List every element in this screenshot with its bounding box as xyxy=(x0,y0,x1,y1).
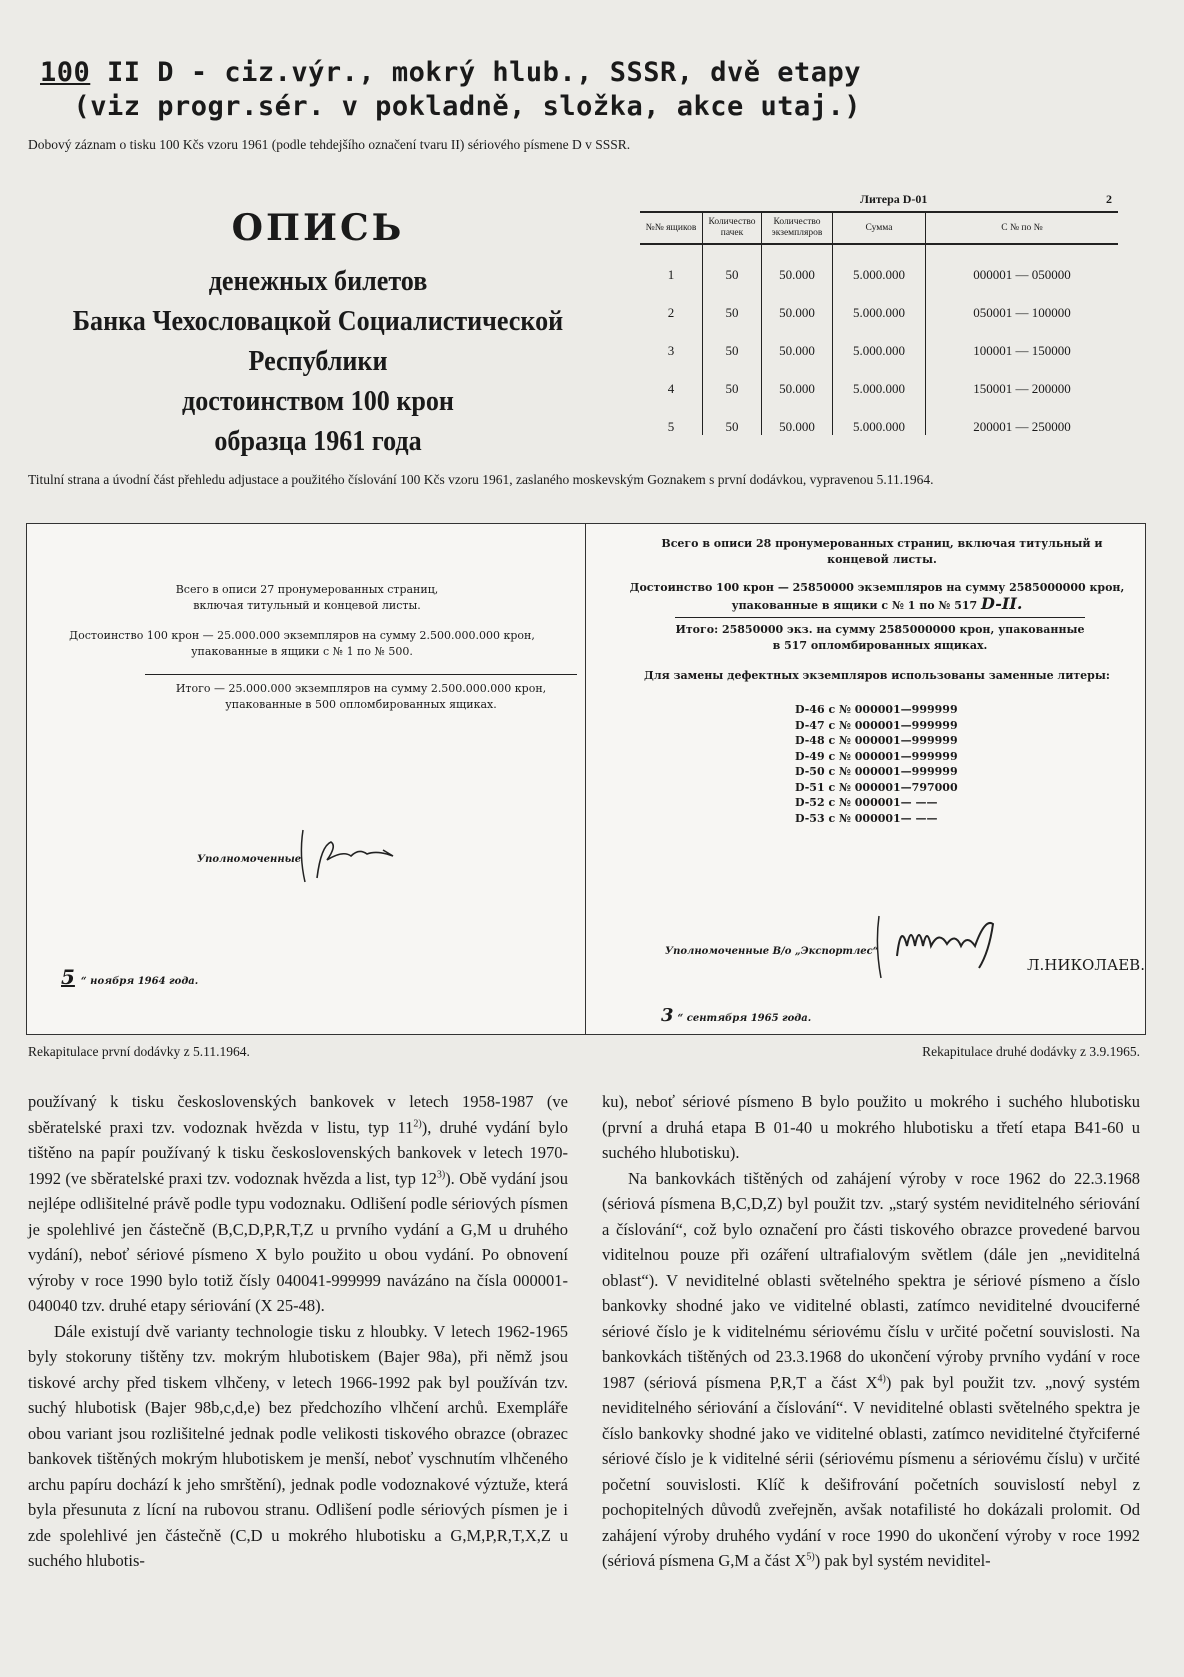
text-run: používaný k tisku československých bankovek v letech 1958-1987 (ve sběratelské praxi tzv. vodoznak hvězda v listu, typ 11 xyxy=(28,1092,568,1137)
table-cell: 5.000.000 xyxy=(833,283,926,321)
caption-opis: Titulní strana a úvodní část přehledu adjustace a použitého číslování 100 Kčs vzoru 1961, zaslaného moskevským Goznakem s první dodávkou, vypravenou 5.11.1964. xyxy=(28,472,934,487)
left-box-signer-label: Уполномоченные xyxy=(197,854,302,865)
table-cell: 50 xyxy=(703,321,762,359)
table-cell: 4 xyxy=(667,381,675,396)
table-cell: 200001 — 250000 xyxy=(926,397,1119,435)
replacement-item: D-53 с № 000001— —— xyxy=(795,811,938,825)
table-cell: 50 xyxy=(703,397,762,435)
text-run: ) pak byl systém neviditel- xyxy=(814,1551,991,1570)
left-date-rest: “ ноября 1964 года. xyxy=(80,976,199,987)
right-box-date xyxy=(657,1005,812,1027)
right-denomination-line: Достоинство 100 крон — 25850000 экземпляров на сумму 2585000000 крон, xyxy=(629,581,1125,594)
litera-table-block xyxy=(640,192,1120,435)
caption-typewriter-record: Dobový záznam o tisku 100 Kčs vzoru 1961 (podle tehdejšího označení tvaru II) sériového písmene D v SSSR. xyxy=(28,137,631,152)
left-signature xyxy=(297,826,407,886)
table-row xyxy=(640,283,1118,321)
text-run: Na bankovkách tištěných od zahájení výroby v roce 1962 do 22.3.1968 (sériová písmena B,C,D,Z) byl použit tzv. „starý systém neviditelného sériování a číslování“, což bylo označení pro části tiskového obrazce provedené barvou viditelnou pouze při ozáření ultrafialovým světlem (dále jen „neviditelná oblast“). V neviditelné oblasti světelného spektra je sériové písmeno a číslo bankovky shodné jako ve viditelné oblasti, zatímco neviditelné dvouciferné sériové číslo je k viditelnému sériovému číslu v určité početní souvislosti. Na bankovkách tištěných od 23.3.1968 do ukončení výroby prvního vydání v roce 1987 (sériová písmena P,R,T a část X xyxy=(602,1168,1140,1392)
right-box-replacements-title: Для замены дефектных экземпляров использованы заменные литеры: xyxy=(644,669,1110,682)
caption-first-delivery: Rekapitulace první dodávky z 5.11.1964. xyxy=(28,1044,250,1059)
litera-table xyxy=(640,211,1118,435)
right-signer-name: Л.НИКОЛАЕВ. xyxy=(1027,956,1145,974)
right-signature xyxy=(875,912,1025,982)
opis-line: образца 1961 года xyxy=(214,425,422,457)
paragraph xyxy=(602,1166,1140,1574)
text-run: ) pak byl použit tzv. „nový systém neviditelného sériování a číslování“. V neviditelné oblasti světelného spektra je číslo bankovky shodné jako ve viditelné oblasti, zatímco neviditelné čtyřciferné sériové číslo je k viditelné sérii (sériovému písmenu a sériovému číslu) v určité početní souvislosti. Klíč k dešifrování početních souvislostí nebyl z pochopitelných důvodů zveřejněn, avšak notafilisté ho dokázali prolomit. Od zahájení výroby druhého vydání v roce 1990 do ukončení výroby v roce 1992 (sériová písmena G,M a část X xyxy=(602,1372,1141,1570)
replacement-item: D-47 с № 000001—999999 xyxy=(795,718,958,732)
table-row xyxy=(640,359,1118,397)
table-cell: 5 xyxy=(667,419,675,434)
typewriter-line-1: II D - ciz.výr., mokrý hlub., SSSR, dvě etapy xyxy=(90,57,862,88)
page-number: 2 xyxy=(1106,192,1112,206)
left-box-date xyxy=(55,965,199,990)
replacement-item: D-48 с № 000001—999999 xyxy=(795,734,958,747)
table-cell: 5.000.000 xyxy=(833,244,926,283)
left-box-pages: Всего в описи 27 пронумерованных страниц, включая титульный и концевой листы. xyxy=(175,583,439,612)
paragraph: ku), neboť sériové písmeno B bylo použito u mokrého i suchého hlubotisku (první a druhá etapa B 01-40 u mokrého hlubotisku a třetí etapa B41-60 u suchého hlubotisku). xyxy=(602,1092,1140,1162)
text-run: ). Obě vydání jsou nejlépe odlišitelné právě podle typu vodoznaku. Odlišení podle sériových písmen je spolehlivé jen částečně (B,C,D,P,R,T,Z u prvního vydání a G,M u druhého vydání), neboť sériové písmeno X bylo použito u obou vydání. Po obnovení výroby v roce 1990 bylo totiž čísly 040041-999999 navázáno na čísla 000001-040040 tzv. druhé etapy sériování (X 25-48). xyxy=(28,1168,568,1315)
table-cell: 1 xyxy=(667,267,675,282)
footnote-ref: 4) xyxy=(877,1373,886,1384)
table-cell: 5.000.000 xyxy=(833,321,926,359)
footnote-ref: 3) xyxy=(436,1169,446,1180)
typewriter-record xyxy=(40,56,861,124)
table-row xyxy=(640,321,1118,359)
right-box-rule xyxy=(675,617,1085,618)
table-cell: 050001 — 100000 xyxy=(926,283,1119,321)
recap-boxes xyxy=(26,523,1146,1035)
opis-title-block xyxy=(28,205,608,461)
right-denomination-line-2: упакованные в ящики с № 1 по № 517 xyxy=(731,599,978,612)
table-cell: 100001 — 150000 xyxy=(926,321,1119,359)
table-cell: 50.000 xyxy=(762,359,833,397)
table-cell: 000001 — 050000 xyxy=(926,244,1119,283)
paragraph xyxy=(28,1089,568,1319)
replacement-item: D-46 с № 000001—999999 xyxy=(795,703,958,716)
table-cell: 5.000.000 xyxy=(833,397,926,435)
column-header: С № по № xyxy=(926,212,1119,244)
right-date-rest: “ сентября 1965 года. xyxy=(677,1013,812,1024)
left-date-day: 5 xyxy=(61,965,75,989)
column-header: Сумма xyxy=(833,212,926,244)
column-header: №№ ящиков xyxy=(640,212,703,244)
litera-label: Литера D-01 xyxy=(860,192,928,206)
text-run: ), druhé vydání bylo tištěno na papír používaný k tisku československých bankovek v letech 1970-1992 (ve sběratelské praxi tzv. vodoznak hvězda a list, typ 12 xyxy=(28,1117,568,1188)
table-row xyxy=(640,244,1118,283)
table-cell: 50.000 xyxy=(762,283,833,321)
left-box-rule xyxy=(145,674,577,675)
opis-line: денежных билетов xyxy=(208,265,428,297)
table-row xyxy=(640,397,1118,435)
right-box-pages: Всего в описи 28 пронумерованных страниц, включая титульный и концевой листы. xyxy=(661,537,1103,566)
caption-second-delivery: Rekapitulace druhé dodávky z 3.9.1965. xyxy=(922,1044,1140,1059)
box-divider xyxy=(585,524,586,1034)
table-cell: 50 xyxy=(703,283,762,321)
replacement-item: D-50 с № 000001—999999 xyxy=(795,765,958,778)
table-cell: 3 xyxy=(667,343,675,358)
opis-line: Банка Чехословацкой Социалистической xyxy=(72,305,564,337)
body-column-right xyxy=(602,1089,1140,1574)
right-box-denomination xyxy=(617,580,1137,614)
opis-line: достоинством 100 крон xyxy=(182,385,454,417)
column-header: Количество пачек xyxy=(703,212,762,244)
replacement-item: D-49 с № 000001—999999 xyxy=(795,749,958,763)
replacement-list xyxy=(795,702,958,826)
typewriter-number: 100 xyxy=(40,57,91,88)
footnote-ref: 2) xyxy=(413,1118,422,1129)
right-date-day: 3 xyxy=(661,1005,674,1026)
table-cell: 50 xyxy=(703,244,762,283)
opis-title: ОПИСЬ xyxy=(231,207,405,249)
paragraph: Dále existují dvě varianty technologie tisku z hloubky. V letech 1962-1965 byly stokoruny tištěny tzv. mokrým hlubotiskem (Bajer 98a), při němž jsou tiskové archy před tiskem vlhčeny, v letech 1966-1992 pak byl používán tzv. suchý hlubotisk (Bajer 98b,c,d,e) bez předchozího vlhčení archů. Exempláře obou variant jsou rozlišitelné jednak podle velikosti tiskového obrazce (obrazec bankovek tištěných mokrým hlubotiskem je menší, neboť vyschnutím vlhčeného archu papíru dochází k jeho smrštění), jednak podle vodoznakové výztuže, která byla přesunuta z lícní na rubovou stranu. Odlišení podle sériových písmen je i zde spolehlivé jen částečně (C,D u mokrého hlubotisku a G,M,P,R,T,X,Z u suchého hlubotis- xyxy=(28,1321,568,1570)
left-box-total: Итого — 25.000.000 экземпляров на сумму 2.500.000.000 крон, упакованные в 500 опломбированных ящиках. xyxy=(175,682,547,711)
replacement-item: D-51 с № 000001—797000 xyxy=(795,780,958,794)
table-cell: 5.000.000 xyxy=(833,359,926,397)
left-box-denomination: Достоинство 100 крон — 25.000.000 экземпляров на сумму 2.500.000.000 крон, упакованные в ящики с № 1 по № 500. xyxy=(69,629,535,658)
right-box-signer-label: Уполномоченные В/о „Экспортлес“ xyxy=(665,946,879,957)
typewriter-line-2: (viz progr.sér. v pokladně, složka, akce utaj.) xyxy=(40,91,862,122)
right-handwritten-series: D-II. xyxy=(981,594,1023,613)
column-header: Количество экземпляров xyxy=(762,212,833,244)
table-cell: 150001 — 200000 xyxy=(926,359,1119,397)
table-cell: 50.000 xyxy=(762,397,833,435)
footnote-ref: 5) xyxy=(806,1551,815,1563)
right-box-total: Итого: 25850000 экз. на сумму 2585000000 крон, упакованные в 517 опломбированных ящиках. xyxy=(675,623,1085,652)
opis-line: Республики xyxy=(248,345,388,377)
replacement-item: D-52 с № 000001— —— xyxy=(795,796,938,809)
table-cell: 50.000 xyxy=(762,321,833,359)
body-column-left xyxy=(28,1089,568,1574)
table-cell: 50 xyxy=(703,359,762,397)
table-cell: 2 xyxy=(667,305,675,320)
table-cell: 50.000 xyxy=(762,244,833,283)
